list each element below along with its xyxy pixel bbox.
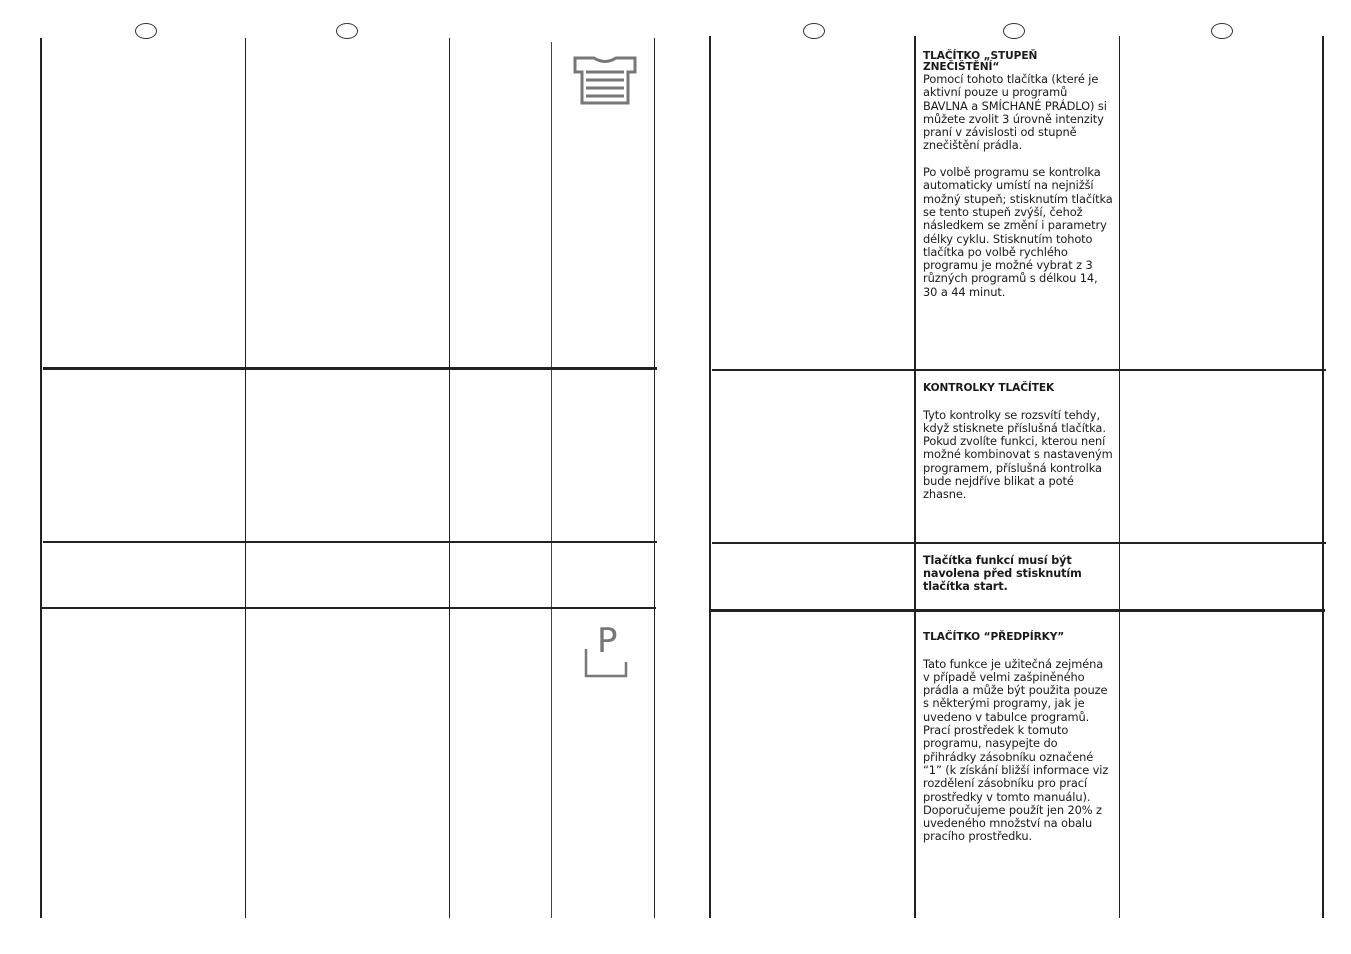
left-column-border-5	[654, 38, 655, 918]
function-buttons-notice	[923, 554, 1113, 593]
prewash-button-para1: Tato funkce je užitečná zejména v případě velmi zašpiněného prádla a může být použita pouze s některými programy, jak je uvedeno v tabulce programů.	[923, 656, 1108, 724]
language-marker-circle-1	[135, 23, 157, 39]
right-column-border-2	[914, 36, 916, 918]
soil-button-section	[923, 51, 1113, 312]
prewash-button-para2: Prací prostředek k tomuto programu, nasypejte do přihrádky zásobníku označené “1” (k získání bližší informace viz rozdělení zásobníku pro prací prostředky v tomto manuálu).	[923, 723, 1109, 804]
left-row-divider-3	[40, 607, 656, 609]
language-marker-circle-2	[336, 23, 358, 39]
left-column-border-1	[40, 38, 42, 918]
left-column-border-4	[551, 42, 552, 918]
right-row-divider-2	[712, 542, 1326, 544]
soil-button-para2: Po volbě programu se kontrolka automaticky umístí na nejnižší možný stupeň; stisknutím tlačítka se tento stupeň zvýší, čehož následkem se změní i parametry délky cyklu. Stisknutím tohoto tlačítka po volbě rychlého programu je možné vybrat z 3 různých programů s délkou 14, 30 a 44 minut.	[923, 165, 1113, 299]
prewash-button-title: TLAČÍTKO “PŘEDPÍRKY”	[923, 631, 1065, 643]
prewash-p-icon	[583, 621, 629, 679]
left-row-divider-1	[43, 367, 657, 370]
soil-button-title: TLAČÍTKO „STUPEŇ ZNEČIŠTĚNÍ“	[923, 50, 1038, 73]
prewash-button-section	[923, 631, 1113, 844]
button-lights-section	[923, 382, 1113, 502]
left-column-border-3	[449, 38, 450, 918]
language-marker-circle-3	[803, 23, 825, 39]
right-column-border-3	[1119, 36, 1120, 918]
button-lights-title: KONTROLKY TLAČÍTEK	[923, 382, 1055, 394]
button-lights-para2: Pokud zvolíte funkci, kterou není možné kombinovat s nastaveným programem, příslušná kontrolka bude nejdříve blikat a poté zhasne.	[923, 434, 1113, 502]
shirt-lines-icon	[572, 55, 638, 107]
right-row-divider-3	[709, 609, 1325, 612]
notice-text: Tlačítka funkcí musí být navolena před stisknutím tlačítka start.	[923, 554, 1082, 593]
prewash-letter: P	[597, 621, 618, 661]
soil-button-para1: Pomocí tohoto tlačítka (které je aktivní pouze u programů BAVLNA a SMÍCHANÉ PRÁDLO) si můžete zvolit 3 úrovně intenzity praní v závislosti od stupně znečištění prádla.	[923, 72, 1107, 153]
left-column-border-2	[245, 38, 246, 918]
prewash-button-para3: Doporučujeme použít jen 20% z uvedeného množství na obalu pracího prostředku.	[923, 802, 1102, 844]
button-lights-para1: Tyto kontrolky se rozsvítí tehdy, když stisknete příslušná tlačítka.	[923, 407, 1106, 435]
right-column-border-4	[1322, 36, 1324, 918]
right-column-border-1	[709, 36, 711, 918]
language-marker-circle-4	[1003, 23, 1025, 39]
language-marker-circle-5	[1211, 23, 1233, 39]
right-row-divider-1	[712, 369, 1326, 371]
left-row-divider-2	[43, 541, 657, 543]
